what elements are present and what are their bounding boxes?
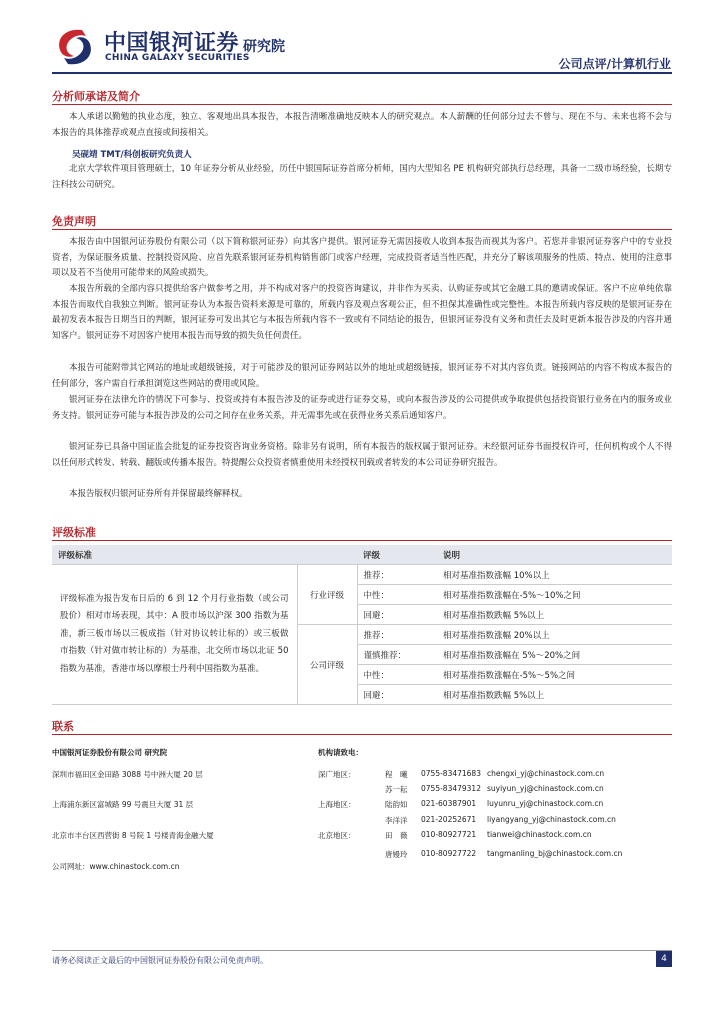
rating-grade: 中性： — [357, 665, 437, 685]
rating-meaning: 相对基准指数涨幅 20%以上 — [437, 625, 672, 645]
contact-email[interactable]: luyunru_yj@chinastock.com.cn — [487, 799, 604, 808]
rating-grade: 中性： — [357, 585, 437, 605]
rating-meaning: 相对基准指数跌幅 5%以上 — [437, 685, 672, 705]
table-header-cell — [297, 545, 357, 565]
logo-chinese-name: 中国银河证券 — [104, 31, 240, 56]
rating-grade: 推荐： — [357, 565, 437, 585]
contact-name: 程 曦 — [385, 770, 408, 779]
institute-label: 研究院 — [243, 39, 285, 55]
footer-disclaimer-note: 请务必阅读正文最后的中国银河证券股份有限公司免责声明。 — [52, 956, 268, 965]
section-divider — [52, 229, 672, 230]
contact-name: 田 薇 — [385, 831, 408, 840]
page-number: 4 — [656, 951, 672, 967]
contact-email[interactable]: chengxi_yj@chinastock.com.cn — [487, 769, 605, 778]
disclaimer-paragraph: 银河证券在法律允许的情况下可参与、投资或持有本报告涉及的证券或进行证券交易，或向本报告涉及的公司提供或争取提供包括投资银行业务在内的服务或业务支持。银河证券可能与本报告涉及的公司之间存在业务关系，并无需事先或在获得业务关系后通知客户。 — [52, 395, 672, 421]
analyst-commitment: 本人承诺以勤勉的执业态度，独立、客观地出具本报告，本报告清晰准确地反映本人的研究观点。本人薪酬的任何部分过去不曾与、现在不与、未来也将不会与本报告的具体推荐或观点直接或间接相关。 — [52, 112, 672, 138]
contact-phone: 021-60387901 — [421, 799, 477, 808]
contact-phone: 010-80927722 — [421, 849, 477, 858]
office-address: 上海浦东新区富城路 99 号震旦大厦 31 层 — [52, 800, 194, 809]
contact-phone: 021-20252671 — [421, 815, 477, 824]
logo-english-name: CHINA GALAXY SECURITIES — [105, 53, 250, 63]
rating-description: 评级标准为报告发布日后的 6 到 12 个月行业指数（或公司股价）相对市场表现，其中：A 股市场以沪深 300 指数为基准，新三板市场以三板成指（针对协议转让标的）或三板做市指数（针对做市转让标的）为基准，北交所市场以北证 50 指数为基准，香港市场以摩根士丹利中国指数为基准。 — [52, 565, 297, 705]
disclaimer-paragraph: 本报告可能附带其它网站的地址或超级链接，对于可能涉及的银河证券网站以外的地址或超级链接，银河证券不对其内容负责。链接网站的内容不构成本报告的任何部分，客户需自行承担浏览这些网站的费用或风险。 — [52, 363, 672, 389]
section-divider — [52, 540, 672, 541]
contact-name: 苏一耘 — [385, 785, 408, 794]
rating-meaning: 相对基准指数涨幅 10%以上 — [437, 565, 672, 585]
disclaimer-section-title: 免责声明 — [52, 215, 96, 228]
company-name: 中国银河证券股份有限公司 研究院 — [52, 748, 168, 757]
contact-phone: 010-80927721 — [421, 830, 477, 839]
rating-grade: 谨慎推荐： — [357, 645, 437, 665]
rating-meaning: 相对基准指数涨幅在-5%～10%之间 — [437, 585, 672, 605]
contact-phone: 0755-83479312 — [421, 784, 481, 793]
region-label: 上海地区： — [318, 800, 356, 809]
disclaimer-paragraph: 本报告由中国银河证券股份有限公司（以下简称银河证券）向其客户提供。银河证券无需因接收人收到本报告而视其为客户。若您并非银河证券客户中的专业投资者，为保证服务质量、控制投资风险、应首先联系银河证券机构销售部门或客户经理，完成投资者适当性匹配，并充分了解该项服务的性质、特点、使用的注意事项以及若不当使用可能带来的风险或损失。 — [52, 237, 672, 278]
report-type: 公司点评/计算机行业 — [558, 57, 671, 71]
rating-grade: 推荐： — [357, 625, 437, 645]
analyst-section-title: 分析师承诺及简介 — [52, 90, 140, 103]
rating-grade: 回避： — [357, 685, 437, 705]
contact-email[interactable]: tangmanling_bj@chinastock.com.cn — [487, 849, 623, 858]
contact-name: 李洋洋 — [385, 816, 408, 825]
galaxy-logo-icon — [52, 26, 98, 68]
page-header — [0, 0, 724, 75]
rating-meaning: 相对基准指数跌幅 5%以上 — [437, 605, 672, 625]
contact-email[interactable]: tianwei@chinastock.com.cn — [487, 830, 592, 839]
rating-meaning: 相对基准指数涨幅在 5%～20%之间 — [437, 645, 672, 665]
header-rule — [52, 72, 672, 74]
table-header-row — [52, 545, 672, 565]
analyst-name-title: 吴砚靖 TMT/科创板研究负责人 — [72, 150, 192, 160]
contact-email[interactable]: liyangyang_yj@chinastock.com.cn — [487, 815, 616, 824]
section-divider — [52, 104, 672, 105]
office-address: 深圳市福田区金田路 3088 号中洲大厦 20 层 — [52, 770, 203, 779]
region-label: 深广地区： — [318, 770, 356, 779]
table-header-cell: 评级标准 — [52, 545, 297, 565]
company-rating-label: 公司评级 — [297, 625, 357, 705]
table-header-cell: 评级 — [357, 545, 437, 565]
disclaimer-paragraph: 本报告所载的全部内容只提供给客户做参考之用，并不构成对客户的投资咨询建议，并非作为买卖、认购证券或其它金融工具的邀请或保证。客户不应单纯依靠本报告而取代自我独立判断。银河证券认为本报告资料来源是可靠的，所载内容及观点客观公正，但不担保其准确性或完整性。本报告所载内容反映的是银河证券在最初发表本报告日期当日的判断，银河证券可发出其它与本报告所载内容不一致或有不同结论的报告，但银河证券没有义务和责任去及时更新本报告涉及的内容并通知客户。银河证券不对因客户使用本报告而导致的损失负任何责任。 — [52, 284, 672, 341]
disclaimer-paragraph: 银河证券已具备中国证监会批复的证券投资咨询业务资格。除非另有说明，所有本报告的版权属于银河证券。未经银河证券书面授权许可，任何机构或个人不得以任何形式转发、转载、翻版或传播本报告。特提醒公众投资者慎重使用未经授权刊载或者转发的本公司证券研究报告。 — [52, 442, 672, 468]
rating-meaning: 相对基准指数涨幅在-5%～5%之间 — [437, 665, 672, 685]
contact-section-title: 联系 — [52, 720, 74, 733]
rating-table — [52, 545, 672, 705]
industry-rating-label: 行业评级 — [297, 565, 357, 625]
contact-name: 唐嫚玲 — [385, 850, 408, 859]
rating-grade: 回避： — [357, 605, 437, 625]
rating-section-title: 评级标准 — [52, 526, 96, 539]
analyst-bio: 北京大学软件项目管理硕士，10 年证券分析从业经验，历任中银国际证券首席分析师，国内大型知名 PE 机构研究部执行总经理，具备一二级市场经验，长期专注科技公司研究。 — [52, 164, 672, 190]
contact-phone: 0755-83471683 — [421, 769, 481, 778]
section-divider — [52, 734, 672, 735]
disclaimer-paragraph: 本报告版权归银河证券所有并保留最终解释权。 — [69, 489, 248, 499]
institution-contact-title: 机构请致电： — [318, 748, 363, 757]
website-link[interactable]: 公司网址：www.chinastock.com.cn — [52, 862, 180, 871]
table-row — [52, 565, 672, 585]
contact-name: 陆韵如 — [385, 800, 408, 809]
region-label: 北京地区： — [318, 831, 356, 840]
contact-email[interactable]: suyiyun_yj@chinastock.com.cn — [487, 784, 604, 793]
table-header-cell: 说明 — [437, 545, 672, 565]
footer-rule — [52, 950, 672, 951]
office-address: 北京市丰台区西营街 8 号院 1 号楼青海金融大厦 — [52, 831, 214, 840]
